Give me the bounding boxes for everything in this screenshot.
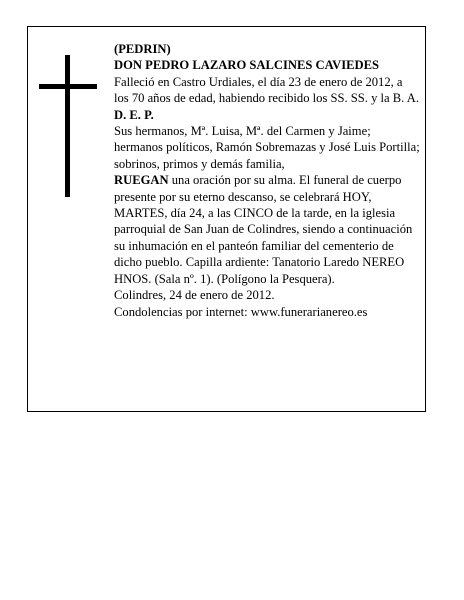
- request-text: una oración por su alma. El funeral de cuerpo presente por su eterno descanso, se celebrará HOY, MARTES, día 24, a las CINCO de la tarde, en la iglesia parroquial de San Juan de Colindres, siendo a continuación su inhumación en el panteón familiar del cementerio de dicho pueblo. Capilla ardiente: Tanatorio Laredo NEREO HNOS. (Sala nº. 1). (Polígono la Pesquera).: [114, 173, 413, 286]
- request-word: RUEGAN: [114, 173, 169, 188]
- cross-icon: [39, 55, 97, 197]
- condolences-text: Condolencias por internet: www.funerarianereo.es: [114, 304, 368, 319]
- deceased-name: DON PEDRO LAZARO SALCINES CAVIEDES: [114, 58, 379, 73]
- request-paragraph: [114, 172, 420, 287]
- dep-text: D. E. P.: [114, 107, 154, 122]
- nickname: (PEDRIN): [114, 42, 171, 56]
- family-text: Sus hermanos, Mª. Luisa, Mª. del Carmen y Jaime; hermanos políticos, Ramón Sobremazas y José Luis Portilla; sobrinos, primos y demás familia,: [114, 124, 420, 171]
- cross-vertical-bar: [65, 55, 70, 197]
- notice-text: [114, 41, 420, 320]
- death-info: Falleció en Castro Urdiales, el día 23 de enero de 2012, a los 70 años de edad, habiendo recibido los SS. SS. y la B. A.: [114, 74, 420, 106]
- obituary-notice: [27, 26, 426, 412]
- cross-horizontal-bar: [39, 84, 97, 89]
- place-date: Colindres, 24 de enero de 2012.: [114, 288, 275, 303]
